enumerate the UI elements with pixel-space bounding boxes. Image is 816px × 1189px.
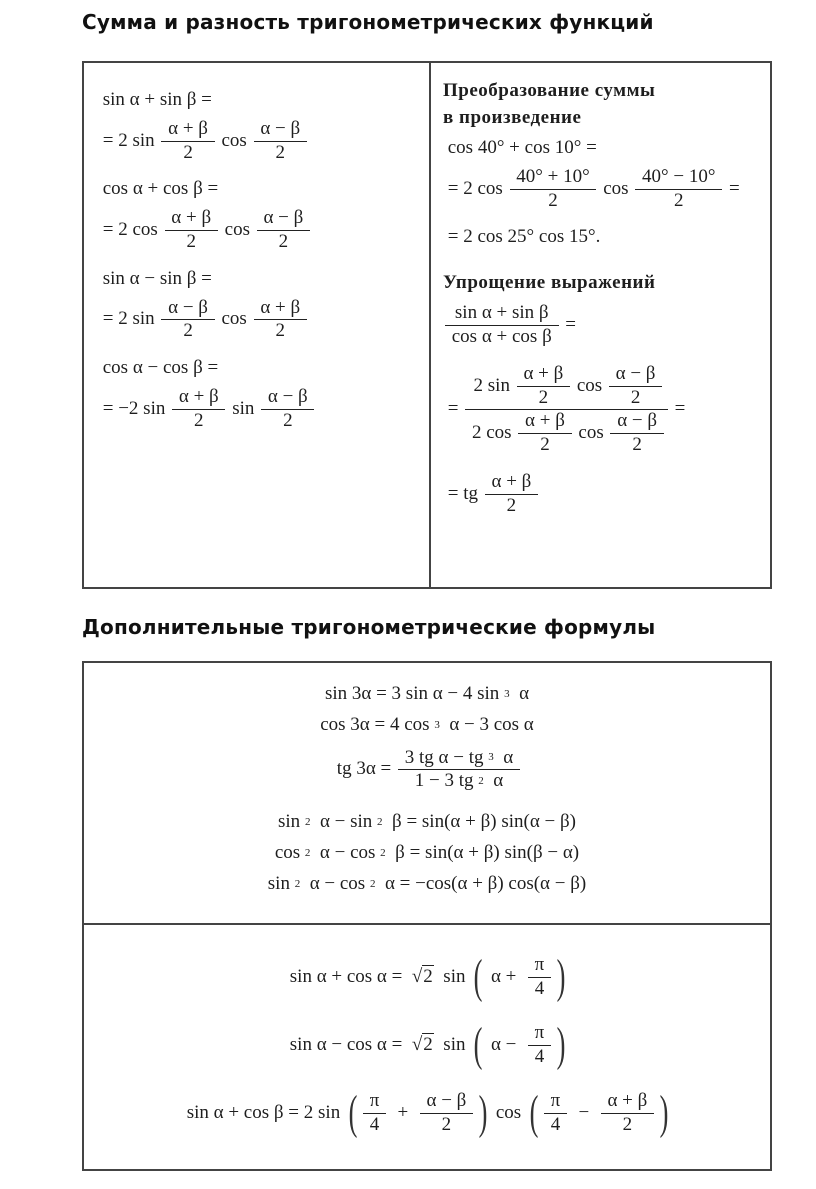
math-text: + bbox=[388, 1101, 418, 1123]
math-text: 2 bbox=[535, 434, 555, 456]
denominator bbox=[517, 387, 570, 410]
formula-line bbox=[443, 137, 770, 160]
math-text: α − cos bbox=[300, 872, 370, 894]
denominator bbox=[465, 410, 668, 457]
paren-content bbox=[486, 954, 553, 1001]
math-text: π bbox=[364, 1089, 385, 1111]
paren-content bbox=[542, 1090, 656, 1137]
denominator bbox=[254, 142, 307, 165]
paren-content bbox=[361, 1090, 475, 1137]
math-text: π bbox=[545, 1089, 565, 1111]
formula-line bbox=[443, 166, 770, 213]
fraction bbox=[544, 1090, 567, 1137]
fraction bbox=[363, 1090, 386, 1137]
math-text: α − β bbox=[421, 1089, 472, 1111]
math-text: 2 bbox=[270, 141, 290, 163]
triple-angle-formulas bbox=[84, 663, 770, 925]
math-text: sin bbox=[263, 872, 295, 894]
formula-line bbox=[98, 207, 429, 254]
math-text: 2 bbox=[626, 386, 646, 408]
exponent: 2 bbox=[478, 775, 484, 788]
math-text: 4 bbox=[545, 1113, 565, 1135]
fraction bbox=[161, 118, 214, 165]
fraction bbox=[254, 297, 307, 344]
formula-line bbox=[98, 178, 429, 201]
math-text: sin bbox=[433, 965, 471, 987]
math-text: = 2 sin bbox=[98, 308, 160, 330]
fraction bbox=[485, 471, 538, 518]
left-paren-icon: ( bbox=[473, 950, 483, 1003]
radical-sign-icon: √ bbox=[411, 1034, 423, 1056]
denominator bbox=[161, 142, 214, 165]
denominator bbox=[261, 410, 314, 433]
math-text: α + β bbox=[486, 470, 537, 492]
denominator bbox=[544, 1114, 567, 1137]
exponent: 2 bbox=[304, 815, 311, 828]
denominator bbox=[601, 1114, 654, 1137]
formula-line bbox=[270, 842, 584, 865]
math-text: α − β bbox=[258, 207, 309, 229]
formula-line bbox=[181, 1086, 672, 1139]
formula-line bbox=[98, 386, 429, 433]
math-text: 2 bbox=[627, 434, 647, 456]
math-text: π bbox=[529, 953, 549, 975]
denominator bbox=[609, 387, 662, 410]
math-text: α − β bbox=[612, 410, 662, 432]
left-paren-icon: ( bbox=[348, 1086, 358, 1139]
math-text: 2 bbox=[617, 1113, 637, 1135]
math-text: = 2 cos 25° cos 15°. bbox=[443, 226, 606, 248]
section-title-extra-formulas: Дополнительные тригонометрические формулы bbox=[82, 615, 656, 639]
numerator bbox=[528, 954, 551, 978]
math-text: = 2 cos bbox=[443, 177, 508, 199]
square-root bbox=[412, 1033, 434, 1057]
math-text: = bbox=[669, 398, 691, 420]
numerator bbox=[363, 1090, 386, 1114]
denominator bbox=[254, 320, 307, 343]
math-text: 2 bbox=[273, 230, 293, 252]
numerator bbox=[161, 297, 214, 321]
math-text: α − β bbox=[263, 385, 313, 407]
math-text: 4 bbox=[529, 977, 549, 999]
heading-sum-to-product bbox=[443, 77, 770, 131]
math-text: 2 bbox=[543, 189, 563, 211]
math-text: tg 3α = bbox=[332, 758, 396, 780]
numerator bbox=[635, 166, 722, 190]
fraction bbox=[445, 302, 559, 349]
math-text: cos bbox=[216, 129, 252, 151]
denominator bbox=[398, 770, 520, 793]
math-text: α bbox=[483, 770, 508, 792]
numerator bbox=[261, 386, 314, 410]
numerator bbox=[254, 297, 307, 321]
math-text: sin bbox=[273, 811, 305, 833]
right-paren-icon: ) bbox=[556, 1018, 566, 1071]
section-title-sum-difference: Сумма и разность тригонометрических функций bbox=[82, 10, 654, 34]
right-paren-icon: ) bbox=[478, 1086, 488, 1139]
math-text: sin 3α = 3 sin α − 4 sin bbox=[320, 683, 505, 704]
math-text: 2 bbox=[178, 141, 198, 163]
math-text: cos bbox=[572, 374, 607, 396]
numerator bbox=[610, 410, 663, 434]
numerator bbox=[398, 747, 520, 771]
heading-line: Преобразование суммы bbox=[443, 80, 656, 101]
math-text: cos 40° + cos 10° = bbox=[443, 137, 602, 158]
math-text: cos α − cos β = bbox=[98, 357, 223, 379]
formula-line bbox=[98, 357, 429, 380]
math-text: α − β bbox=[163, 296, 213, 318]
exponent: 2 bbox=[294, 877, 301, 890]
math-text: cos bbox=[598, 177, 634, 199]
formula-line bbox=[98, 118, 429, 165]
math-text: α − β bbox=[255, 117, 305, 139]
math-text: − bbox=[568, 1101, 599, 1123]
fraction bbox=[398, 747, 520, 794]
math-text: = bbox=[724, 177, 745, 199]
math-text: = −2 sin bbox=[98, 397, 171, 419]
numerator bbox=[165, 207, 218, 231]
exponent: 2 bbox=[304, 846, 311, 859]
paren-content bbox=[486, 1022, 553, 1069]
formula-line bbox=[320, 683, 534, 706]
parenthesized-group bbox=[470, 950, 569, 1003]
sum-difference-table bbox=[82, 61, 772, 589]
math-text: cos bbox=[491, 1101, 526, 1123]
math-text: 2 bbox=[189, 409, 209, 431]
math-text: cos bbox=[216, 308, 252, 330]
math-text: sin α + sin β = bbox=[98, 89, 217, 110]
denominator bbox=[528, 1046, 551, 1069]
math-text: 3 tg α − tg bbox=[400, 746, 489, 768]
math-text: = tg bbox=[443, 482, 483, 504]
math-text: α + β bbox=[174, 385, 224, 407]
math-text: β = sin(α + β) sin(α − β) bbox=[382, 811, 581, 833]
math-text: α + β bbox=[520, 410, 570, 432]
denominator bbox=[528, 978, 551, 1001]
math-text: α + β bbox=[163, 117, 213, 139]
fraction bbox=[420, 1090, 473, 1137]
math-text: cos bbox=[219, 219, 255, 241]
denominator bbox=[363, 1114, 386, 1137]
fraction bbox=[610, 410, 663, 457]
fraction bbox=[635, 166, 722, 213]
math-text: sin α − cos α = bbox=[285, 1033, 412, 1055]
square-root bbox=[412, 965, 434, 989]
numerator bbox=[510, 166, 597, 190]
formulas-column bbox=[84, 63, 431, 587]
denominator bbox=[635, 190, 722, 213]
math-text: 2 bbox=[278, 409, 298, 431]
fraction bbox=[161, 297, 214, 344]
fraction bbox=[517, 363, 570, 410]
formula-line bbox=[285, 950, 569, 1003]
math-text: π bbox=[529, 1021, 549, 1043]
formula-line bbox=[285, 1018, 569, 1071]
denominator bbox=[172, 410, 225, 433]
math-text: cos bbox=[573, 422, 609, 444]
denominator bbox=[518, 434, 571, 457]
fraction bbox=[465, 363, 668, 457]
math-text: = bbox=[443, 398, 464, 420]
numerator bbox=[518, 410, 571, 434]
math-text: sin bbox=[433, 1033, 471, 1055]
denominator bbox=[445, 326, 559, 349]
parenthesized-group bbox=[345, 1086, 491, 1139]
exponent: 2 bbox=[369, 877, 376, 890]
fraction bbox=[518, 410, 571, 457]
sin-cos-sum-formulas bbox=[84, 925, 770, 1151]
numerator bbox=[601, 1090, 654, 1114]
formula-line bbox=[98, 268, 429, 291]
fraction bbox=[172, 386, 225, 433]
numerator bbox=[161, 118, 214, 142]
math-text: = 2 cos bbox=[98, 219, 163, 241]
left-paren-icon: ( bbox=[529, 1086, 539, 1139]
math-text: 40° + 10° bbox=[511, 165, 595, 187]
numerator bbox=[257, 207, 310, 231]
formula-line bbox=[263, 873, 591, 896]
sum-difference-formulas bbox=[84, 63, 429, 433]
denominator bbox=[420, 1114, 473, 1137]
fraction bbox=[609, 363, 662, 410]
math-text: α − sin bbox=[310, 811, 378, 833]
fraction bbox=[254, 118, 307, 165]
examples-column bbox=[431, 63, 770, 587]
numerator bbox=[420, 1090, 473, 1114]
fraction bbox=[165, 207, 218, 254]
radicand: 2 bbox=[423, 1034, 433, 1056]
math-text: sin α − sin β = bbox=[98, 267, 217, 289]
math-text: 2 bbox=[436, 1113, 456, 1135]
math-text: cos bbox=[270, 841, 305, 863]
denominator bbox=[161, 320, 214, 343]
math-text: sin α + cos β = 2 sin bbox=[181, 1101, 345, 1123]
math-text: α − β bbox=[610, 362, 661, 384]
numerator bbox=[465, 363, 668, 411]
math-text: 4 bbox=[529, 1045, 549, 1067]
fraction bbox=[510, 166, 597, 213]
math-text: cos α + cos β bbox=[447, 325, 557, 347]
math-text: cos α + cos β = bbox=[98, 178, 223, 200]
left-paren-icon: ( bbox=[473, 1018, 483, 1071]
formula-line bbox=[443, 471, 770, 518]
heading-line: в произведение bbox=[443, 107, 582, 128]
math-text: sin α + sin β bbox=[450, 302, 554, 324]
heading-simplification: Упрощение выражений bbox=[443, 272, 656, 294]
fraction bbox=[528, 954, 551, 1001]
fraction bbox=[528, 1022, 551, 1069]
extra-formulas-table bbox=[82, 661, 772, 1171]
denominator bbox=[510, 190, 597, 213]
math-text: α bbox=[493, 746, 518, 768]
formula-line bbox=[315, 714, 538, 737]
right-paren-icon: ) bbox=[659, 1086, 669, 1139]
math-text: 1 − 3 tg bbox=[409, 770, 479, 792]
math-text: = bbox=[560, 314, 581, 336]
formula-line bbox=[443, 302, 770, 349]
math-text: 2 bbox=[669, 189, 689, 211]
numerator bbox=[528, 1022, 551, 1046]
numerator bbox=[517, 363, 570, 387]
math-text: α − cos bbox=[310, 841, 381, 863]
math-text: α bbox=[509, 683, 534, 704]
denominator bbox=[485, 495, 538, 518]
math-text: α − bbox=[486, 1033, 526, 1055]
math-text: sin α + cos α = bbox=[285, 965, 412, 987]
denominator bbox=[610, 434, 663, 457]
exponent: 3 bbox=[434, 718, 440, 731]
fraction bbox=[601, 1090, 654, 1137]
exponent: 3 bbox=[488, 751, 494, 764]
math-text: α + bbox=[486, 965, 526, 987]
formula-line bbox=[98, 297, 429, 344]
exponent: 3 bbox=[504, 687, 510, 700]
math-text: α − 3 cos α bbox=[439, 713, 539, 735]
math-text: 2 cos bbox=[467, 422, 517, 444]
math-text: 2 bbox=[270, 320, 290, 342]
formula-line bbox=[443, 226, 770, 249]
formula-line bbox=[443, 363, 770, 457]
radical-sign-icon: √ bbox=[411, 966, 423, 988]
numerator bbox=[609, 363, 662, 387]
fraction bbox=[257, 207, 310, 254]
fraction bbox=[261, 386, 314, 433]
formula-line bbox=[273, 811, 581, 834]
numerator bbox=[254, 118, 307, 142]
parenthesized-group bbox=[526, 1086, 672, 1139]
math-text: α + β bbox=[602, 1089, 653, 1111]
exponent: 2 bbox=[377, 815, 383, 828]
math-text: 2 bbox=[181, 230, 201, 252]
formula-line bbox=[332, 747, 522, 794]
parenthesized-group bbox=[470, 1018, 569, 1071]
right-paren-icon: ) bbox=[556, 950, 566, 1003]
example-sum-to-product bbox=[443, 137, 770, 249]
math-text: α + β bbox=[255, 296, 305, 318]
math-text: 2 bbox=[501, 494, 521, 516]
numerator bbox=[172, 386, 225, 410]
numerator bbox=[445, 302, 559, 326]
denominator bbox=[257, 231, 310, 254]
math-text: cos 3α = 4 cos bbox=[315, 713, 435, 735]
math-text: 4 bbox=[364, 1113, 384, 1135]
exponent: 2 bbox=[380, 846, 386, 859]
math-text: sin bbox=[227, 397, 260, 419]
math-text: = 2 sin bbox=[98, 129, 160, 151]
formula-line bbox=[98, 89, 429, 112]
math-text: α + β bbox=[166, 207, 216, 229]
math-text: 2 bbox=[533, 386, 553, 408]
radicand: 2 bbox=[423, 966, 433, 988]
numerator bbox=[485, 471, 538, 495]
math-text: α = −cos(α + β) cos(α − β) bbox=[375, 872, 591, 894]
denominator bbox=[165, 231, 218, 254]
numerator bbox=[544, 1090, 567, 1114]
math-text: 2 sin bbox=[468, 374, 515, 396]
math-text: 40° − 10° bbox=[637, 165, 721, 187]
example-simplification bbox=[443, 302, 770, 517]
math-text: β = sin(α + β) sin(β − α) bbox=[385, 841, 584, 863]
math-text: 2 bbox=[178, 320, 198, 342]
math-text: α + β bbox=[518, 362, 569, 384]
